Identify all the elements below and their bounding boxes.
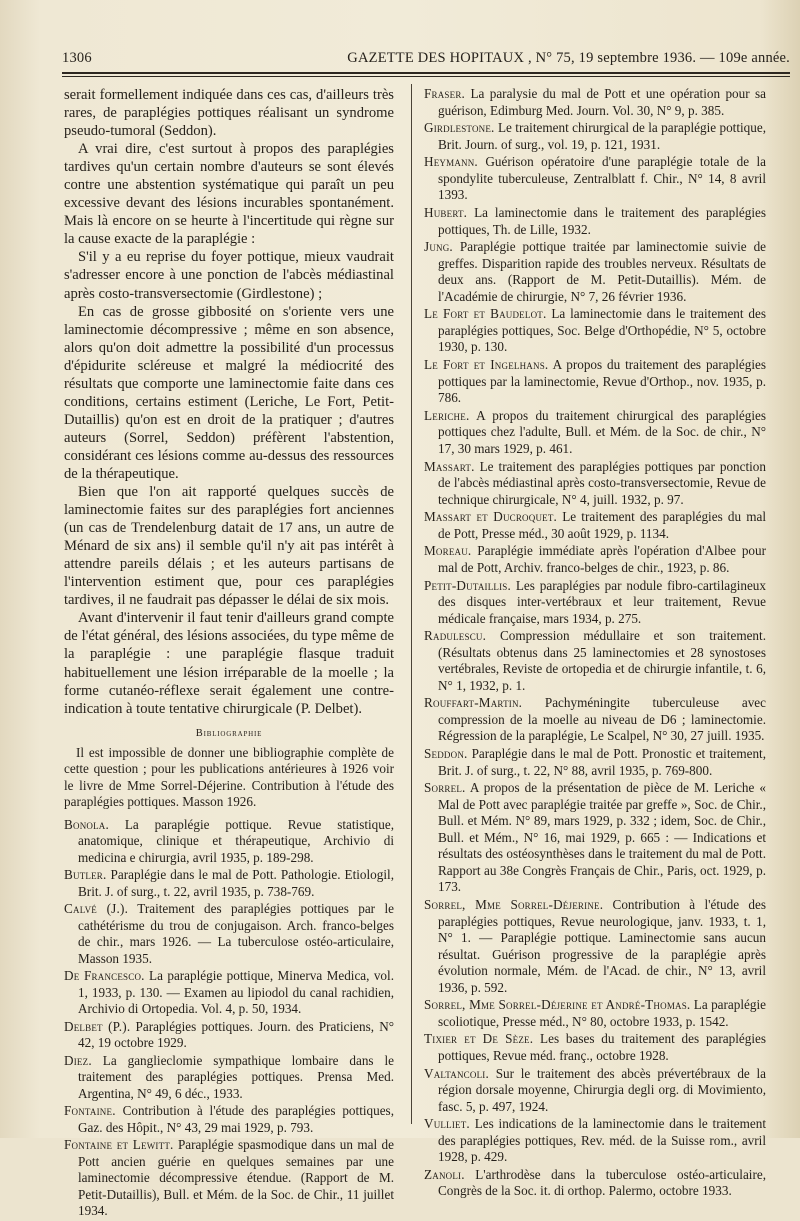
reference-entry <box>424 578 766 628</box>
reference-text: Le traitement des paraplégies du mal de Pott, Presse méd., 30 août 1929, p. 1134. <box>438 509 766 541</box>
reference-text: Sur le traitement des abcès prévertébraux de la région dorsale moyenne, Chirurgia degli org. di Movimiento, fasc. 5, p. 497, 1924. <box>438 1065 766 1114</box>
reference-author: Moreau. <box>424 543 472 559</box>
reference-text: La laminectomie dans le traitement des paraplégies pottiques, Th. de Lille, 1932. <box>438 205 767 237</box>
reference-text: Paraplégie dans le mal de Pott. Pathologie. Etiologil, Brit. J. of surg., t. 22, avril 1935, p. 738-769. <box>78 867 394 899</box>
reference-text: A propos du traitement des paraplégies pottiques par la laminectomie, Revue d'Orthop., nov. 1935, p. 786. <box>438 357 766 406</box>
reference-author: Radulescu. <box>424 628 487 644</box>
reference-entry <box>64 901 394 967</box>
reference-text: Paraplégie pottique traitée par laminectomie suivie de greffes. Disparition rapide des troubles nerveux. Résultats de deux ans. (Rapport de M. Petit-Dutaillis). Mém. de l'Académie de chirurgie, N° 7, 26 février 1936. <box>438 239 767 304</box>
reference-entry <box>424 1167 766 1200</box>
reference-entry <box>64 1019 394 1052</box>
reference-text: Le traitement des paraplégies pottiques par ponction de l'abcès médiastinal après costo-transversectomie, Revue de technique chirurgicale, N° 4, juill. 1932, p. 97. <box>438 458 766 507</box>
reference-text: La paraplégie pottique. Revue statistique, anatomique, clinique et thérapeutique, Archivio di medicina e chirurgia, avril 1935, p. 189-298. <box>78 816 394 865</box>
body-paragraph: Avant d'intervenir il faut tenir d'ailleurs grand compte de l'état général, des lésions associées, du type même de la paraplégie : une paraplégie flasque traduit habituellement une lésion irréparable de la moelle ; la forme cutanéo-réflexe serait également une contre-indication à toute tentative chirurgicale (P. Delbet). <box>64 610 394 717</box>
reference-text: Traitement des paraplégies pottiques par le cathétérisme du trou de conjugaison. Arch. franco-belges de chir., mars 1926. — La tuberculose ostéo-articulaire, Masson 1935. <box>78 901 394 966</box>
reference-text: Compression médullaire et son traitement. (Résultats obtenus dans 25 laminectomies et 28 synostoses vertébrales, Reviste de ortopedia et de chirurgie infantile, t. 6, N° 1, 1932, p. 1. <box>438 628 766 693</box>
reference-author: Butler. <box>64 867 107 883</box>
reference-entry <box>424 780 766 896</box>
page-number: 1306 <box>62 50 92 66</box>
reference-text: La paraplégie pottique, Minerva Medica, vol. 1, 1933, p. 130. — Examen au lipiodol du canal rachidien, Archivio di Ortopedia. Vol. 4, p. 50, 1934. <box>78 968 394 1017</box>
reference-entry <box>424 509 766 542</box>
reference-entry <box>424 1031 766 1064</box>
bibliography-intro: Il est impossible de donner une bibliographie complète de cette question ; pour les publications antérieures à 1926 voir le livre de Mme Sorrel-Déjerine. Contribution à l'étude des paraplégies pottiques. Masson 1926. <box>64 744 394 810</box>
reference-text: Les indications de la laminectomie dans le traitement des paraplégies pottiques, Rev. méd. de la Suisse rom., avril 1928, p. 429. <box>438 1116 767 1165</box>
left-column <box>64 86 394 1221</box>
reference-text: La laminectomie dans le traitement des paraplégies pottiques, Soc. Belge d'Orthopédie, N° 5, octobre 1930, p. 130. <box>438 306 766 355</box>
bibliography-heading: Bibliographie <box>195 727 263 739</box>
body-paragraph: S'il y a eu reprise du foyer pottique, mieux vaudrait s'adresser encore à une ponction de l'abcès médiastinal après costo-transversectomie (Girdlestone) ; <box>64 249 394 302</box>
reference-text: Contribution à l'étude des paraplégies pottiques, Gaz. des Hôpit., N° 43, 29 mai 1929, p. 793. <box>78 1103 394 1135</box>
reference-entry <box>424 306 766 356</box>
reference-entry <box>64 968 394 1018</box>
reference-text: Les paraplégies par nodule fibro-cartilagineux des disques inter-vertébraux et leur traitement, Revue médicale française, mars 1934, p. 275. <box>438 577 766 626</box>
reference-text: La paralysie du mal de Pott et une opération pour sa guérison, Edimburg Med. Journ. Vol. 30, N° 9, p. 385. <box>438 86 766 118</box>
reference-entry <box>64 867 394 900</box>
reference-entry <box>424 997 766 1030</box>
reference-entry <box>64 817 394 867</box>
reference-author: Fontaine et Lewitt. <box>64 1137 174 1153</box>
reference-entry <box>64 1137 394 1220</box>
reference-entry <box>424 459 766 509</box>
reference-author: Le Fort et Ingelhans. <box>424 357 549 373</box>
column-divider <box>411 84 412 1124</box>
reference-author: Girdlestone. <box>424 120 495 136</box>
reference-entry <box>424 897 766 996</box>
reference-author: Bonola. <box>64 816 109 832</box>
reference-text: A propos du traitement chirurgical des paraplégies pottiques chez l'adulte, Bull. et Mém. de la Soc. de chir., N° 17, 30 mars 1929, p. 461. <box>438 407 766 456</box>
reference-text: Les bases du traitement des paraplégies pottiques, Revue méd. franç., octobre 1928. <box>438 1031 766 1063</box>
reference-author: Petit-Dutaillis. <box>424 577 512 593</box>
reference-entry <box>424 239 766 305</box>
reference-text: Contribution à l'étude des paraplégies pottiques, Revue neurologique, janv. 1933, t. 1, N° 1. — Paraplégie pottique. Laminectomie sans aucun résultat. Guérison progressive de la paraplégie après évolution normale, Mém. de l'Acad. de chir., N° 13, avril 1936, p. 592. <box>438 897 766 995</box>
reference-author: Zanoli. <box>424 1166 465 1182</box>
reference-entry <box>424 543 766 576</box>
reference-author: Heymann. <box>424 154 478 170</box>
reference-text: L'arthrodèse dans la tuberculose ostéo-articulaire, Congrès de la Soc. it. di orthop. Palermo, octobre 1933. <box>438 1166 766 1199</box>
reference-text: Paraplégie immédiate après l'opération d'Albee pour mal de Pott, Archiv. franco-belges de chir., 1923, p. 86. <box>438 543 766 575</box>
reference-text: La paraplégie scoliotique, Presse méd., N° 80, octobre 1933, p. 1542. <box>438 997 766 1029</box>
reference-entry <box>424 205 766 238</box>
reference-author: Hubert. <box>424 205 468 221</box>
reference-entry <box>424 120 766 153</box>
reference-author: De Francesco. <box>64 968 145 984</box>
reference-author: Diez. <box>64 1052 92 1068</box>
reference-entry <box>64 1103 394 1136</box>
reference-entry <box>424 746 766 779</box>
header-rule-thick <box>62 72 790 74</box>
reference-author: Jung. <box>424 239 453 255</box>
reference-text: Paraplégie dans le mal de Pott. Pronostic et traitement, Brit. J. of surg., t. 22, N° 88, avril 1935, p. 769-800. <box>438 746 766 778</box>
reference-author: Le Fort et Baudelot. <box>424 306 547 322</box>
reference-author: Delbet (P.). <box>64 1018 131 1034</box>
reference-entry <box>64 1053 394 1103</box>
reference-text: Guérison opératoire d'une paraplégie totale de la spondylite tuberculeuse, Zentralblatt f. Chir., N° 14, 8 avril 1393. <box>438 154 767 203</box>
reference-entry <box>424 1066 766 1116</box>
body-paragraph: En cas de grosse gibbosité on s'oriente vers une laminectomie décompressive ; même en son absence, alors qu'on doit admettre la possibilité d'un processus d'épidurite scléreuse et malgré la médiocrité des résultats que comporte une laminectomie faite dans ces conditions, certains estiment (Leriche, Le Fort, Petit-Dutaillis) qu'on est en droit de la pratiquer ; d'autres auteurs (Sorrel, Seddon) préfèrent l'abstention, considérant ces lésions comme au-dessus des ressources de la thérapeutique. <box>64 303 394 482</box>
reference-author: Seddon. <box>424 746 468 762</box>
reference-entry <box>424 1116 766 1166</box>
reference-entry <box>424 154 766 204</box>
reference-entry <box>424 408 766 458</box>
reference-author: Fraser. <box>424 86 466 101</box>
reference-entry <box>424 357 766 407</box>
body-paragraph: Bien que l'on ait rapporté quelques succès de laminectomie faites sur des paraplégies fort anciennes (un cas de Trendelenburg datait de 17 ans, un autre de Ménard de six ans) il semble qu'il n'y ait pas intérêt à attendre pareils délais ; et les auteurs partisans de l'intervention estiment que, pour ces paraplégies tardives, il ne faudrait pas dépasser le délai de six mois. <box>64 484 394 609</box>
running-title: GAZETTE DES HOPITAUX , N° 75, 19 septembre 1936. — 109e année. <box>347 50 790 66</box>
reference-text: Pachyméningite tuberculeuse avec compression de la moelle au niveau de D6 ; laminectomie. Régression de la paraplégie, Le Scalpel, N° 30, 27 juill. 1935. <box>438 695 766 744</box>
body-paragraph: serait formellement indiquée dans ces cas, d'ailleurs très rares, de paraplégies pottiques réalisant un syndrome pseudo-tumoral (Seddon). <box>64 87 394 140</box>
body-paragraph: A vrai dire, c'est surtout à propos des paraplégies tardives qu'un certain nombre d'auteurs se sont élevés contre une abstention systématique qui paraît un peu excessive devant des lésions incurables spontanément. Mais là encore on se heurte à l'incertitude qui règne sur la cause exacte de la paraplégie : <box>64 141 394 248</box>
reference-author: Valtancoli. <box>424 1065 489 1081</box>
reference-text: Paraplégies pottiques. Journ. des Praticiens, N° 42, 19 octobre 1929. <box>78 1018 395 1051</box>
reference-author: Rouffart-Martin. <box>424 695 523 711</box>
reference-author: Leriche. <box>424 407 470 423</box>
reference-text: Le traitement chirurgical de la paraplégie pottique, Brit. Journ. of surg., vol. 19, p. 121, 1931. <box>438 120 767 152</box>
reference-author: Massart et Ducroquet. <box>424 509 558 525</box>
right-column <box>424 86 766 1201</box>
header-rule-thin <box>62 76 790 77</box>
reference-entry <box>424 695 766 745</box>
reference-author: Calvé (J.). <box>64 901 129 917</box>
reference-text: Paraplégie spasmodique dans un mal de Pott ancien guérie en quelques semaines par une laminectomie décompressive étendue. (Rapport de M. Petit-Dutaillis), Bull. et Mém. de la Soc. de Chir., 11 juillet 1934. <box>78 1137 394 1219</box>
reference-text: La ganglieclomie sympathique lombaire dans le traitement des paraplégies pottiques. Prensa Med. Argentina, N° 49, 6 déc., 1933. <box>78 1052 394 1101</box>
reference-author: Vulliet. <box>424 1116 470 1132</box>
reference-author: Fontaine. <box>64 1103 116 1119</box>
page-header <box>62 50 790 70</box>
reference-author: Sorrel, Mme Sorrel-Déjerine. <box>424 897 604 912</box>
reference-entry <box>424 628 766 694</box>
reference-author: Tixier et De Sèze. <box>424 1031 534 1047</box>
reference-author: Sorrel. <box>424 780 466 796</box>
reference-author: Massart. <box>424 458 475 474</box>
reference-entry <box>424 86 766 119</box>
reference-text: A propos de la présentation de pièce de M. Leriche « Mal de Pott avec paraplégie traitée par greffe », Soc. de Chir., Bull. et Mém. N° 89, mars 1929, p. 332 ; idem, Soc. de Chir., Bull. et Mém., N° 16, mai 1929, p. 665 : — Indications et résultats des ostéosynthèses dans le traitement du mal de Pott. Rapport au 38e Congrès Français de Chir., Paris, oct. 1929, p. 173. <box>438 780 767 895</box>
reference-author: Sorrel, Mme Sorrel-Déjerine et André-Thomas. <box>424 997 691 1013</box>
